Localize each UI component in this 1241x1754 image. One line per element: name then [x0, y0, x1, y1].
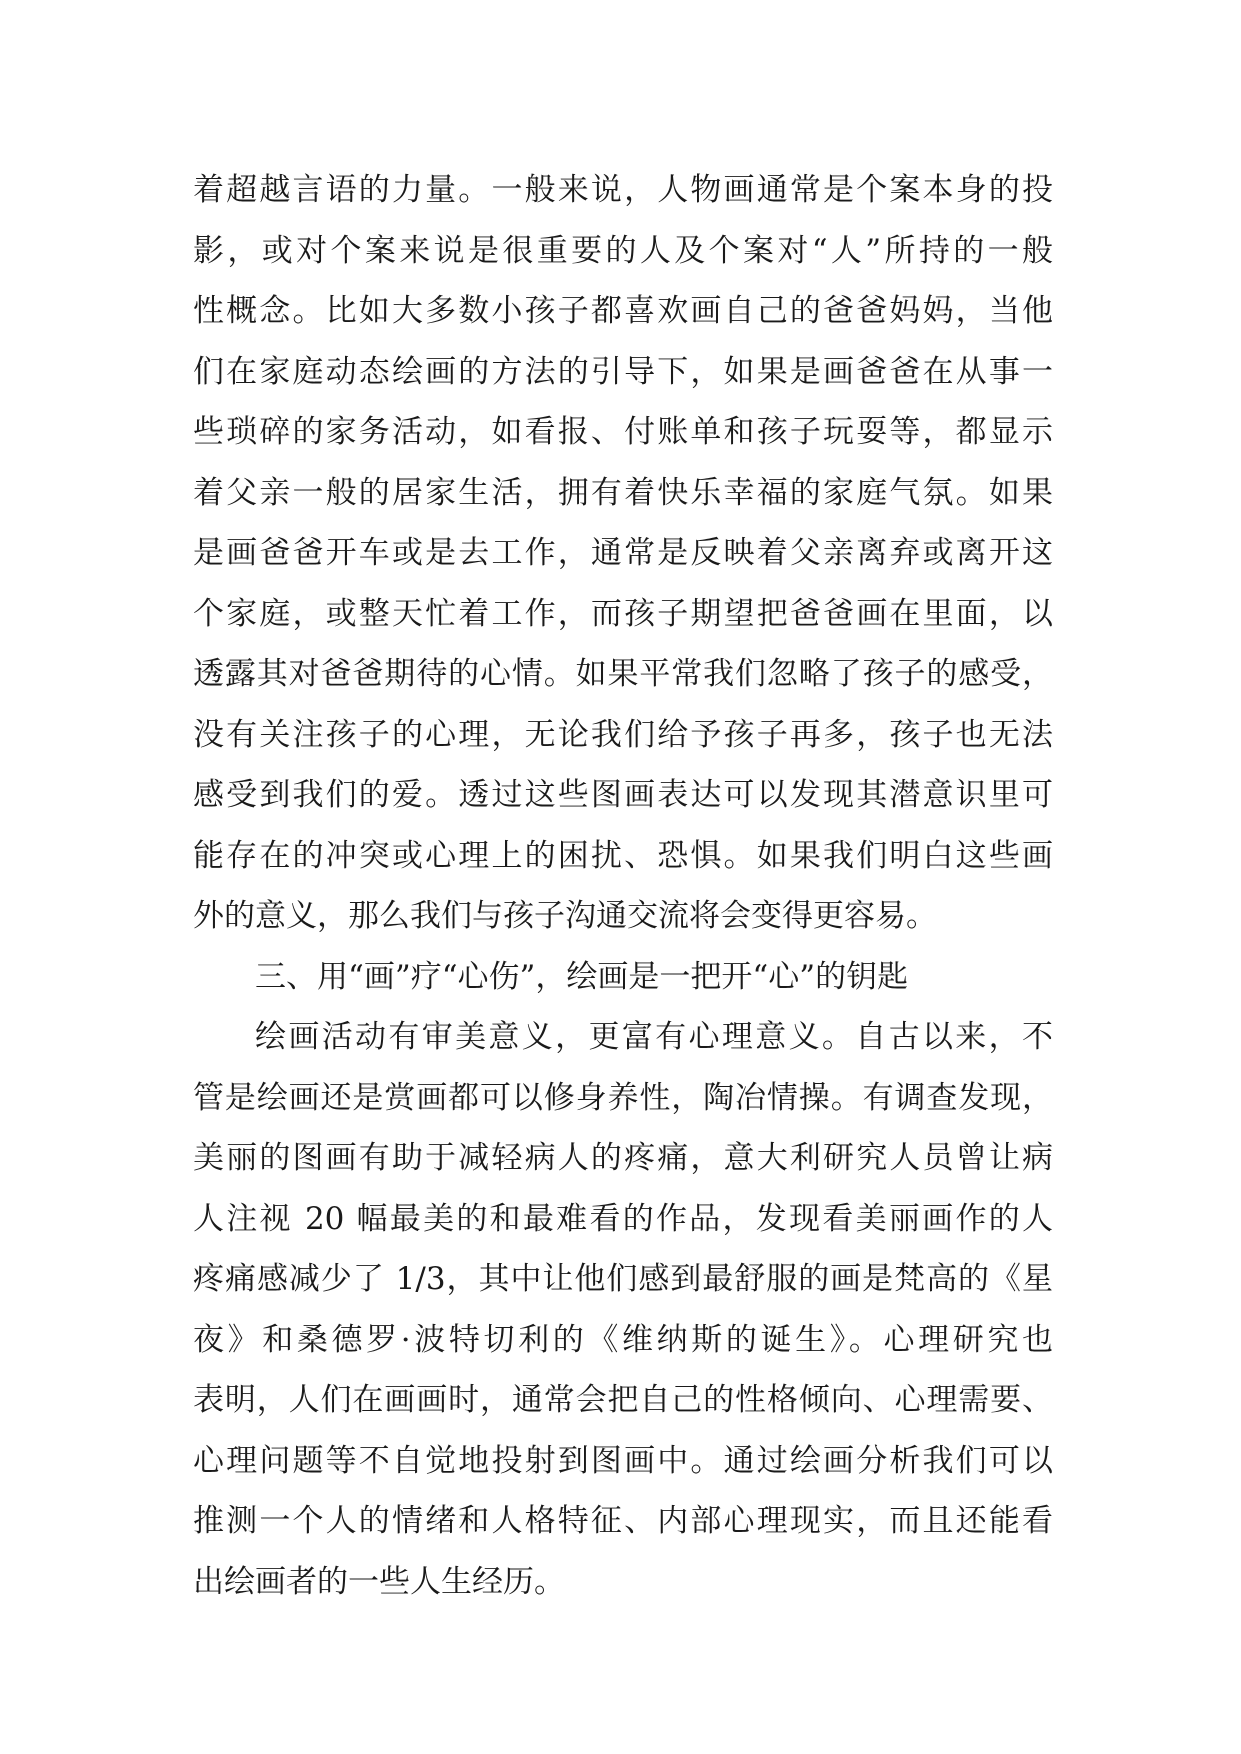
paragraph-line: 人注视 20 幅最美的和最难看的作品，发现看美丽画作的人 [193, 1200, 1053, 1237]
paragraph-line: 心理问题等不自觉地投射到图画中。通过绘画分析我们可以 [193, 1442, 1053, 1479]
paragraph-line: 着父亲一般的居家生活，拥有着快乐幸福的家庭气氛。如果 [193, 474, 1053, 511]
paragraph-line: 绘画活动有审美意义，更富有心理意义。自古以来，不 [255, 1019, 1053, 1055]
paragraph-line: 影，或对个案来说是很重要的人及个案对“人”所持的一般 [193, 232, 1053, 269]
paragraph-line: 们在家庭动态绘画的方法的引导下，如果是画爸爸在从事一 [193, 353, 1053, 390]
paragraph-line: 外的意义，那么我们与孩子沟通交流将会变得更容易。 [193, 898, 937, 934]
paragraph-line: 性概念。比如大多数小孩子都喜欢画自己的爸爸妈妈，当他 [193, 293, 1053, 329]
paragraph-line: 没有关注孩子的心理，无论我们给予孩子再多，孩子也无法 [193, 716, 1053, 753]
paragraph-line: 些琐碎的家务活动，如看报、付账单和孩子玩耍等，都显示 [193, 414, 1053, 450]
paragraph-line: 管是绘画还是赏画都可以修身养性，陶冶情操。有调查发现， [193, 1079, 1053, 1116]
paragraph-line: 是画爸爸开车或是去工作，通常是反映着父亲离弃或离开这 [193, 535, 1053, 571]
paragraph-line: 推测一个人的情绪和人格特征、内部心理现实，而且还能看 [193, 1503, 1053, 1539]
document-body [193, 160, 1053, 1612]
paragraph-line: 个家庭，或整天忙着工作，而孩子期望把爸爸画在里面，以 [193, 595, 1053, 632]
paragraph-line: 能存在的冲突或心理上的困扰、恐惧。如果我们明白这些画 [193, 837, 1053, 874]
paragraph-1 [193, 160, 1053, 947]
paragraph-line: 出绘画者的一些人生经历。 [193, 1563, 565, 1600]
paragraph-line: 透露其对爸爸期待的心情。如果平常我们忽略了孩子的感受， [193, 656, 1053, 692]
paragraph-line: 夜》和桑德罗·波特切利的《维纳斯的诞生》。心理研究也 [193, 1321, 1053, 1358]
paragraph-line: 表明，人们在画画时，通常会把自己的性格倾向、心理需要、 [193, 1382, 1053, 1418]
section-heading: 三、用“画”疗“心伤”，绘画是一把开“心”的钥匙 [255, 958, 909, 995]
paragraph-line: 疼痛感减少了 1/3，其中让他们感到最舒服的画是梵高的《星 [193, 1261, 1053, 1297]
paragraph-line: 着超越言语的力量。一般来说，人物画通常是个案本身的投 [193, 172, 1053, 208]
paragraph-line: 感受到我们的爱。透过这些图画表达可以发现其潜意识里可 [193, 777, 1053, 813]
paragraph-line: 美丽的图画有助于减轻病人的疼痛，意大利研究人员曾让病 [193, 1140, 1053, 1176]
paragraph-2 [193, 1007, 1053, 1612]
